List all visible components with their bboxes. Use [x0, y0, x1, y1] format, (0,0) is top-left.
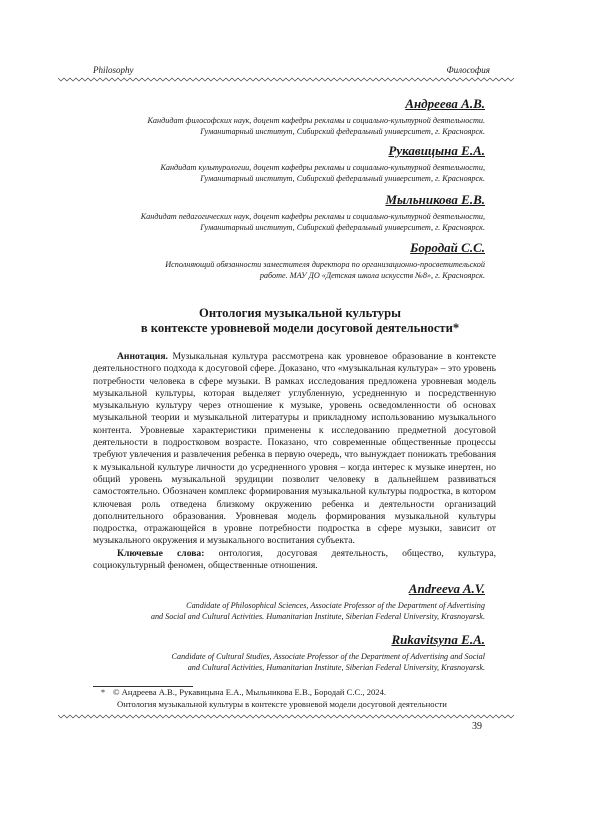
abstract-label: Аннотация. — [117, 351, 168, 362]
author-block-ru-1 — [148, 96, 486, 137]
page-number: 39 — [472, 721, 482, 732]
keywords-text: онтология, досуговая деятельность, общество, культура, социокультурный феномен, общественные отношения. — [93, 548, 496, 571]
author-name: Andreeva A.V. — [151, 581, 485, 597]
footnote-title: Онтология музыкальной культуры в контексте уровневой модели досуговой деятельности — [93, 699, 496, 711]
author-affiliation: Candidate of Philosophical Sciences, Associate Professor of the Department of Advertising and Social and Cultural Activities. Humanitarian Institute, Siberian Federal University, Krasnoyarsk. — [151, 600, 485, 622]
title-footnote-mark: * — [453, 321, 459, 335]
keywords-label: Ключевые слова: — [117, 548, 204, 559]
title-line-2: в контексте уровневой модели досуговой деятельности* — [90, 321, 510, 336]
author-affiliation: Исполняющий обязанности заместителя директора по организационно-просветительской работе. МАУ ДО «Детская школа искусств №8», г. Красноярск. — [165, 259, 485, 281]
author-block-ru-4 — [165, 240, 485, 281]
keywords-paragraph — [93, 548, 496, 573]
footer-rule — [58, 714, 516, 719]
running-header-left: Philosophy — [93, 65, 134, 75]
abstract — [93, 351, 496, 572]
author-name: Бородай С.С. — [165, 240, 485, 256]
author-affiliation: Кандидат культурологии, доцент кафедры рекламы и социально-культурной деятельности, Гуманитарный институт, Сибирский федеральный университет, г. Красноярск. — [160, 162, 485, 184]
abstract-text: Музыкальная культура рассмотрена как уровневое образование в контексте деятельностного подхода к досуговой сфере. Доказано, что «музыкальная культура» – это уровень потребности человека в сфере музыки. В рамках исследования предложена уровневая модель музыкальной культуры, которая выделяет углубленную, усредненную и посредственную музыкальную культуру через отношение к музыке, уровень осведомленности об основах музыкальной теории и музыкальной литературы и прикладному использованию музыкального контента. Уровневые характеристики применены к исследованию предметной досуговой деятельности в подростковом возрасте. Показано, что современные общественные процессы требуют увлечения и развлечения ребенка в первую очередь, что вынуждает понижать требования к музыкальной культуре личности до усредненного уровня – когда интерес к музыке инертен, но общий уровень музыкальной эрудиции позволит человеку в дальнейшем развиваться самостоятельно. Обозначен комплекс формирования музыкальной культуры подростка, в котором ключевая роль отведена близкому окружению ребенка и деятельности организаций дополнительного образования. Уровневая модель формирования музыкальной культуры подростка, отражающейся в уровне потребности подростка в сфере музыки, зависит от музыкального окружения и музыкального воспитания субъекта. — [93, 351, 496, 546]
footnote — [93, 687, 496, 710]
footnote-copyright: © Андреева А.В., Рукавицына Е.А., Мыльникова Е.В., Бородай С.С., 2024. — [113, 687, 386, 697]
author-block-ru-2 — [160, 143, 485, 184]
author-block-ru-3 — [141, 192, 485, 233]
article-title — [90, 306, 510, 336]
author-block-en-2 — [172, 632, 485, 673]
author-affiliation: Кандидат педагогических наук, доцент кафедры рекламы и социально-культурной деятельности, Гуманитарный институт, Сибирский федеральный университет, г. Красноярск. — [141, 211, 485, 233]
header-rule — [58, 77, 516, 82]
footnote-mark: * — [93, 687, 113, 699]
title-line-1: Онтология музыкальной культуры — [90, 306, 510, 321]
author-name: Андреева А.В. — [148, 96, 486, 112]
author-block-en-1 — [151, 581, 485, 622]
abstract-paragraph — [93, 351, 496, 548]
author-name: Мыльникова Е.В. — [141, 192, 485, 208]
author-affiliation: Кандидат философских наук, доцент кафедры рекламы и социально-культурной деятельности. Гуманитарный институт, Сибирский федеральный университет, г. Красноярск. — [148, 115, 486, 137]
author-name: Рукавицына Е.А. — [160, 143, 485, 159]
author-affiliation: Candidate of Cultural Studies, Associate Professor of the Department of Advertising and Social and Cultural Activities, Humanitarian Institute, Siberian Federal University, Krasnoyarsk. — [172, 651, 485, 673]
running-header-right: Философия — [446, 65, 490, 75]
author-name: Rukavitsyna E.A. — [172, 632, 485, 648]
